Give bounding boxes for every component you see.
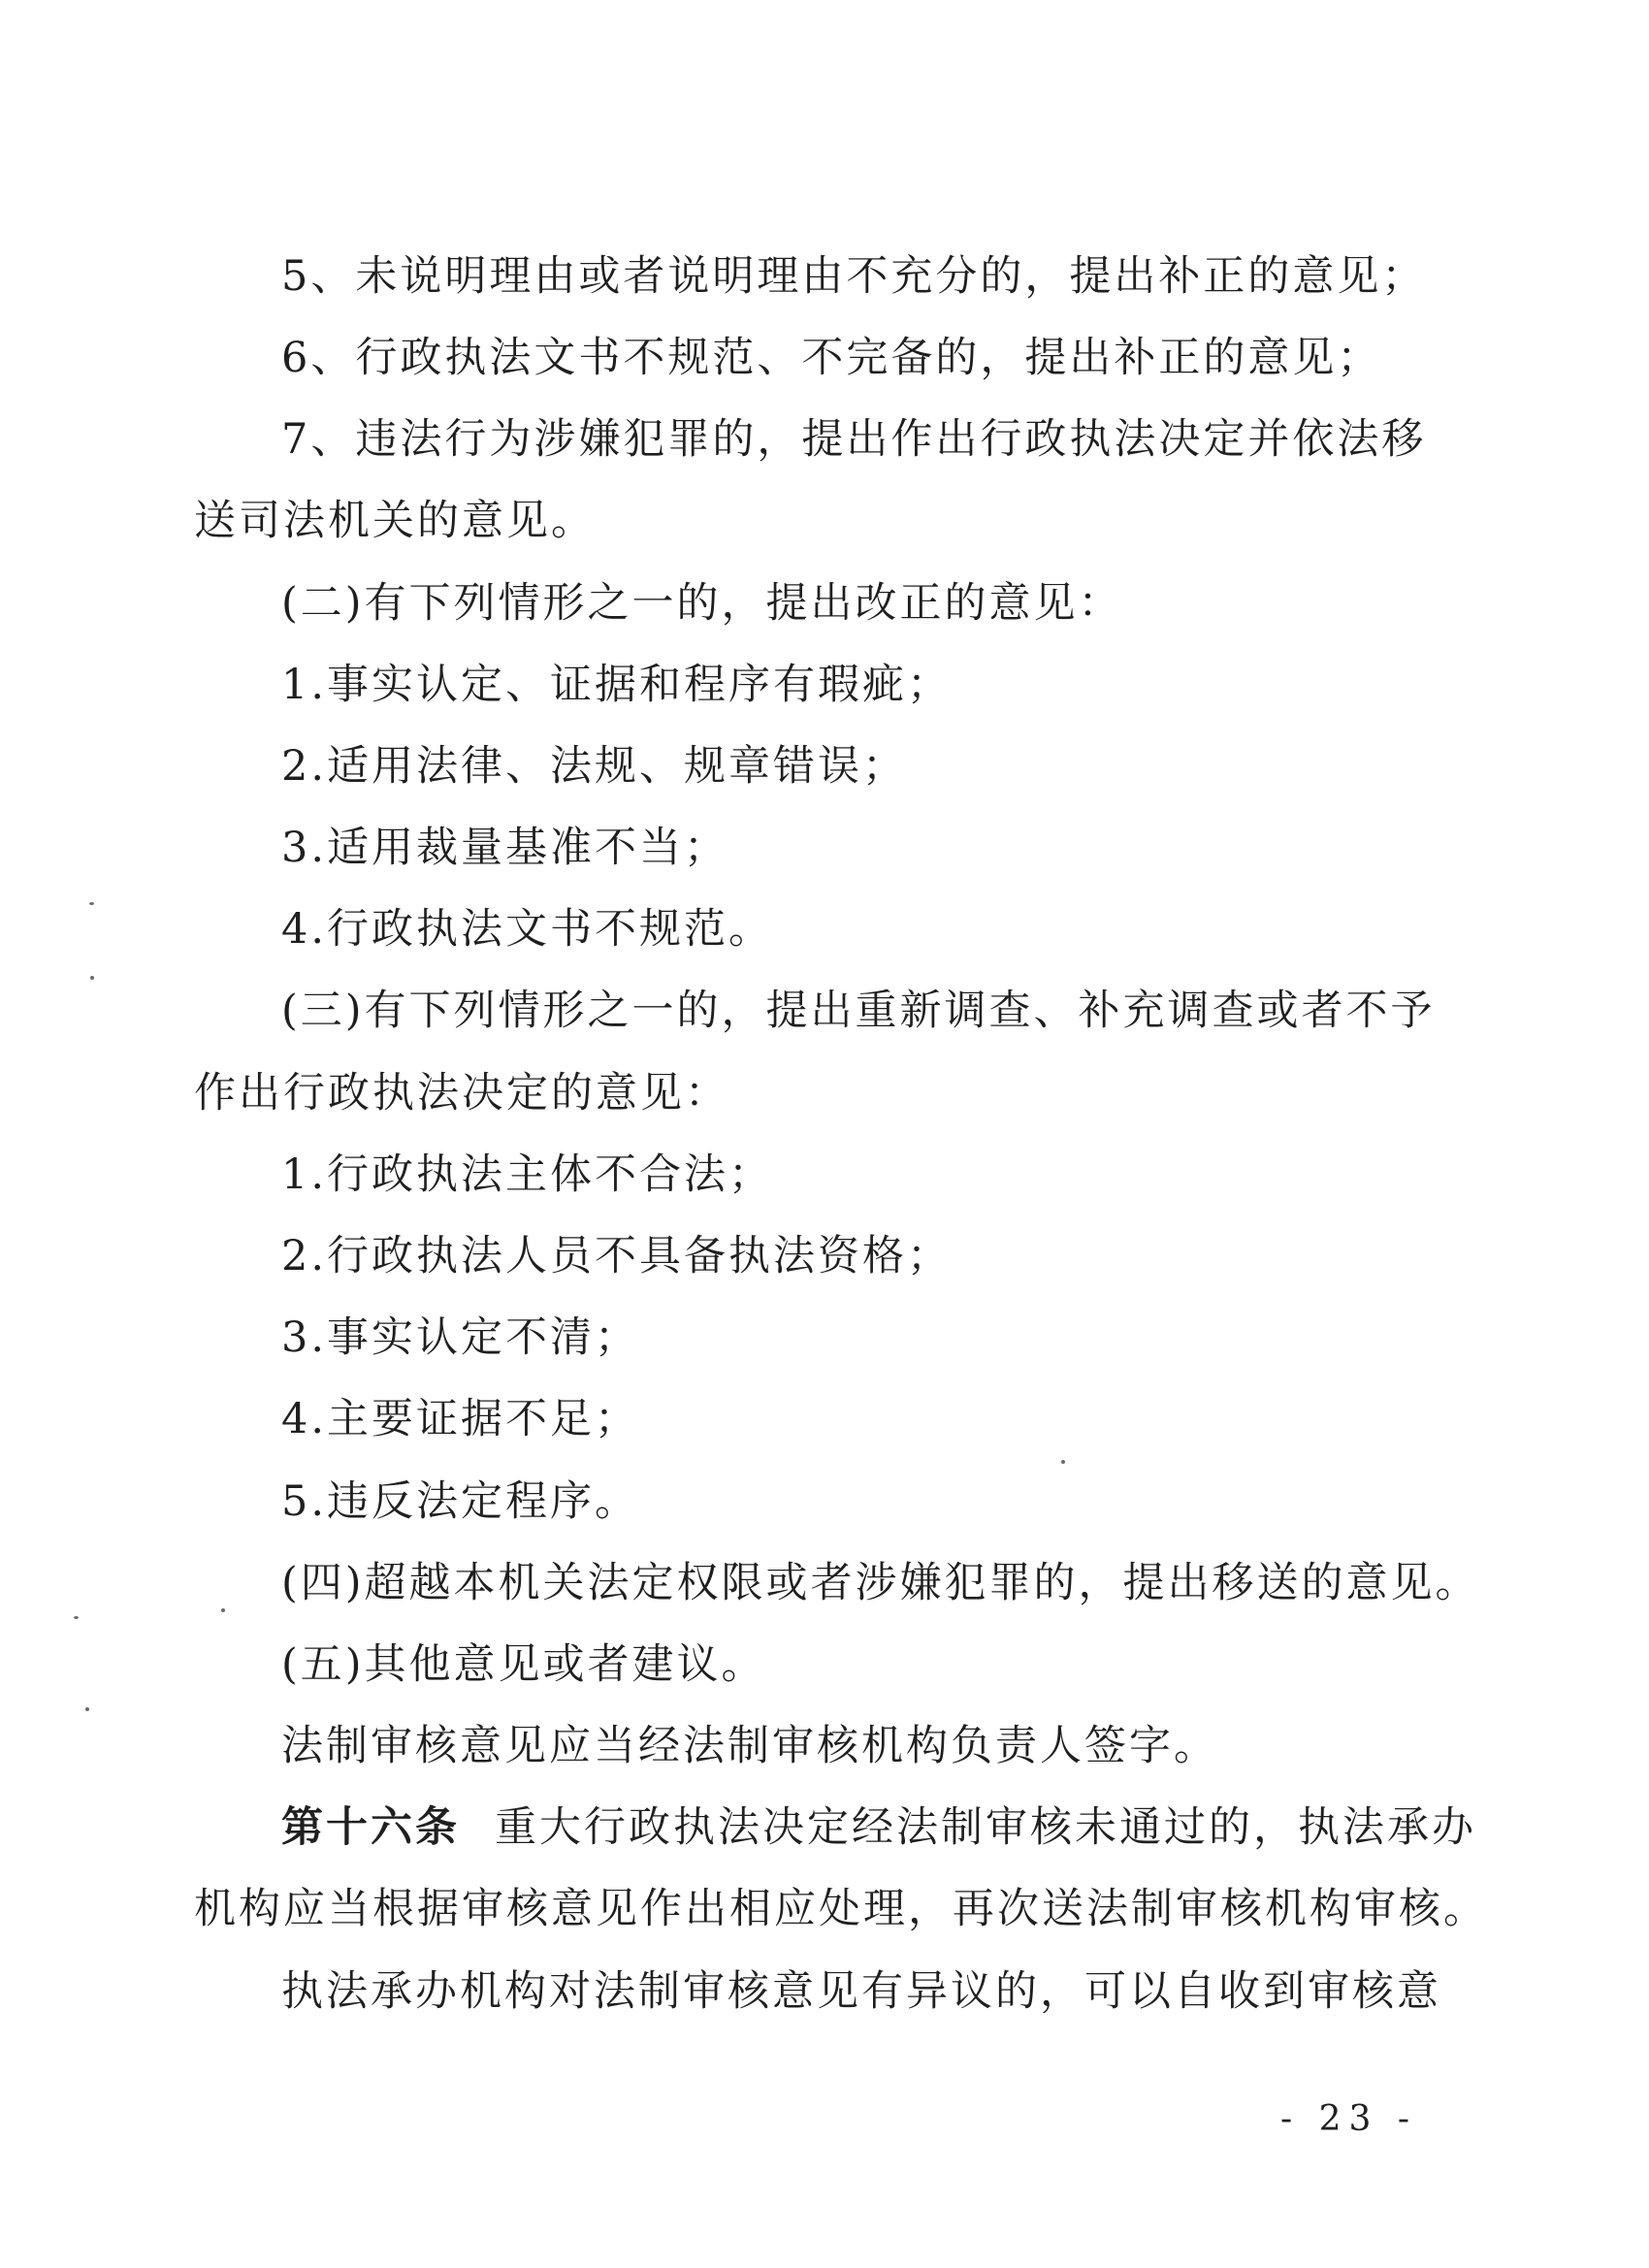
text-line: 4.主要证据不足； — [281, 1395, 640, 1443]
scan-speck — [221, 1608, 225, 1612]
text-line: 执法承办机构对法制审核意见有异议的，可以自收到审核意 — [281, 1967, 1441, 2016]
scan-speck — [1061, 1460, 1065, 1464]
text-line: 法制审核意见应当经法制审核机构负责人签字。 — [281, 1722, 1218, 1770]
article-label: 第十六条 — [281, 1803, 460, 1852]
text-line: 6、行政执法文书不规范、不完备的，提出补正的意见； — [281, 334, 1382, 382]
text-line: 3.适用裁量基准不当； — [281, 824, 729, 872]
scan-speck — [90, 976, 94, 980]
text-line: 送司法机关的意见。 — [194, 497, 596, 545]
text-line: 2.行政执法人员不具备执法资格； — [281, 1232, 953, 1280]
text-line: 机构应当根据审核意见作出相应处理，再次送法制审核机构审核。 — [194, 1885, 1488, 1933]
page-number: - 23 - — [1280, 2099, 1418, 2139]
scan-speck — [85, 1707, 89, 1711]
scan-speck — [89, 902, 94, 905]
text-line: 2.适用法律、法规、规章错误； — [281, 742, 908, 791]
scan-speck — [74, 1616, 79, 1619]
article-paragraph — [281, 1798, 1476, 1857]
text-line: 作出行政执法决定的意见： — [194, 1069, 729, 1118]
text-line: 3.事实认定不清； — [281, 1313, 640, 1362]
text-line: 7、违法行为涉嫌犯罪的，提出作出行政执法决定并依法移 — [281, 415, 1427, 464]
text-line: 5.违反法定程序。 — [281, 1477, 640, 1526]
text-line: 1.事实认定、证据和程序有瑕疵； — [281, 661, 953, 709]
text-line: 4.行政执法文书不规范。 — [281, 905, 774, 954]
text-line: (二)有下列情形之一的，提出改正的意见： — [281, 579, 1123, 628]
text-line: (三)有下列情形之一的，提出重新调查、补充调查或者不予 — [281, 987, 1436, 1035]
text-line: (四)超越本机关法定权限或者涉嫌犯罪的，提出移送的意见。 — [281, 1559, 1480, 1607]
text-line: (五)其他意见或者建议。 — [281, 1640, 766, 1689]
article-text: 重大行政执法决定经法制审核未通过的，执法承办 — [495, 1803, 1476, 1852]
text-line: 1.行政执法主体不合法； — [281, 1150, 774, 1199]
text-line: 5、未说明理由或者说明理由不充分的，提出补正的意见； — [281, 252, 1427, 301]
